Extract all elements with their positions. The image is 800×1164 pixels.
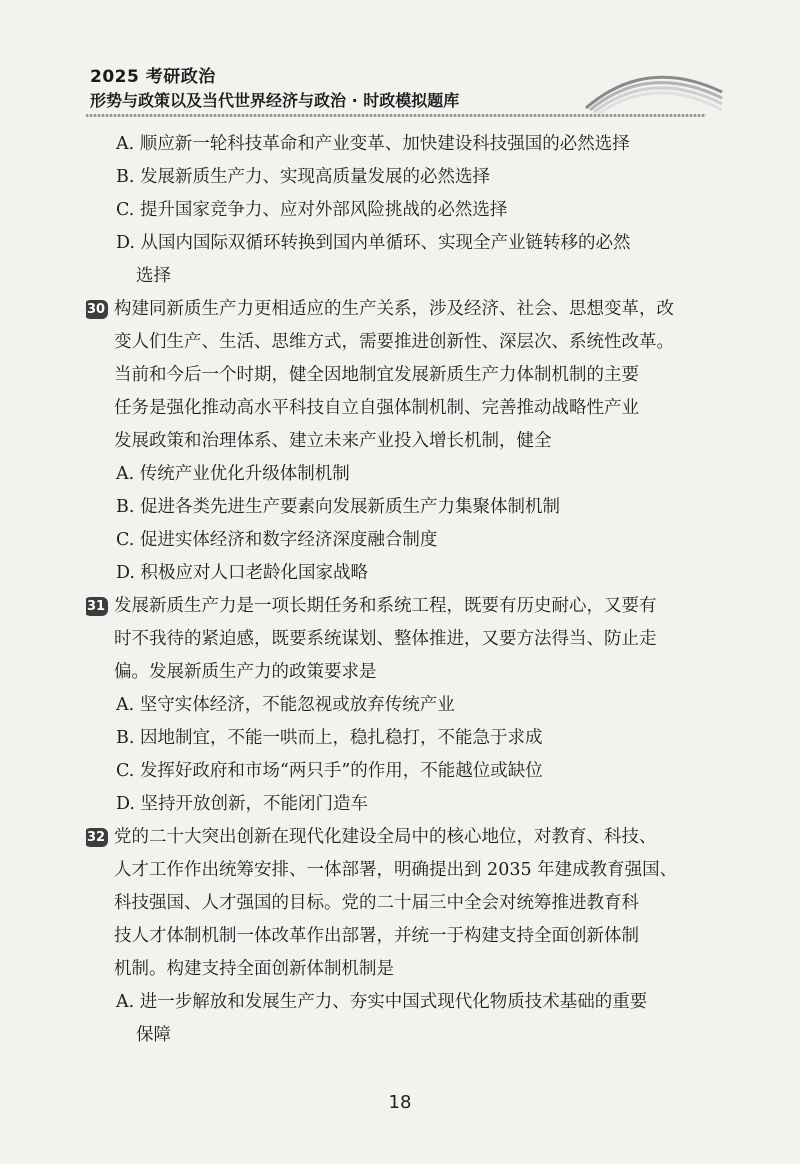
q32-stem-line: 机制。构建支持全面创新体制机制是 [114,959,394,979]
q31-number-badge: 31 [86,597,108,616]
q30-stem-line [86,293,716,326]
header-rule [86,114,706,117]
q30-stem-line: 发展政策和治理体系、建立未来产业投入增长机制，健全 [114,431,552,451]
q31-option-d: D. 坚持开放创新，不能闭门造车 [116,794,369,814]
q32-stem-line: 技人才体制机制一体改革作出部署，并统一于构建支持全面创新体制 [114,926,639,946]
q32-number-badge: 32 [86,828,108,847]
page-number: 18 [388,1092,412,1113]
q30-stem-line: 任务是强化推动高水平科技自立自强体制机制、完善推动战略性产业 [114,398,639,418]
q30-option-d: D. 积极应对人口老龄化国家战略 [116,563,369,583]
q31-option-a: A. 坚守实体经济，不能忽视或放弃传统产业 [116,695,455,715]
q31-stem-line: 偏。发展新质生产力的政策要求是 [114,662,377,682]
q31-stem-line: 时不我待的紧迫感，既要系统谋划、整体推进，又要方法得当、防止走 [114,629,657,649]
q29-option-d: D. 从国内国际双循环转换到国内单循环、实现全产业链转移的必然 [116,233,631,253]
q32-stem-text: 党的二十大突出创新在现代化建设全局中的核心地位，对教育、科技、 [114,827,657,847]
running-header [0,0,800,125]
q30-option-a: A. 传统产业优化升级体制机制 [116,464,350,484]
q30-option-c: C. 促进实体经济和数字经济深度融合制度 [116,530,438,550]
q31-option-c: C. 发挥好政府和市场“两只手”的作用，不能越位或缺位 [116,761,543,781]
q32-stem-line: 科技强国、人才强国的目标。党的二十届三中全会对统筹推进教育科 [114,893,639,913]
page-content [86,128,716,1052]
q29-option-d-continued: 选择 [136,266,171,286]
q30-stem-line: 当前和今后一个时期，健全因地制宜发展新质生产力体制机制的主要 [114,365,639,385]
q32-option-a-continued: 保障 [136,1025,171,1045]
q31-option-b: B. 因地制宜，不能一哄而上，稳扎稳打，不能急于求成 [116,728,543,748]
q30-option-b: B. 促进各类先进生产要素向发展新质生产力集聚体制机制 [116,497,560,517]
q31-stem-line [86,590,716,623]
q32-option-a: A. 进一步解放和发展生产力、夯实中国式现代化物质技术基础的重要 [116,992,648,1012]
q32-stem-line [86,821,716,854]
book-subtitle: 形势与政策以及当代世界经济与政治 · 时政模拟题库 [90,91,460,110]
q32-stem-line: 人才工作作出统筹安排、一体部署，明确提出到 2035 年建成教育强国、 [114,860,678,880]
q29-option-a: A. 顺应新一轮科技革命和产业变革、加快建设科技强国的必然选择 [116,134,630,154]
q31-stem-text: 发展新质生产力是一项长期任务和系统工程，既要有历史耐心，又要有 [114,596,657,616]
q30-stem-text: 构建同新质生产力更相适应的生产关系，涉及经济、社会、思想变革，改 [114,299,674,319]
q29-option-c: C. 提升国家竞争力、应对外部风险挑战的必然选择 [116,200,508,220]
q29-option-b: B. 发展新质生产力、实现高质量发展的必然选择 [116,167,490,187]
header-arc-decoration [576,52,726,118]
book-title: 2025 考研政治 [90,67,216,87]
q30-stem-line: 变人们生产、生活、思维方式，需要推进创新性、深层次、系统性改革。 [114,332,674,352]
q30-number-badge: 30 [86,300,108,319]
